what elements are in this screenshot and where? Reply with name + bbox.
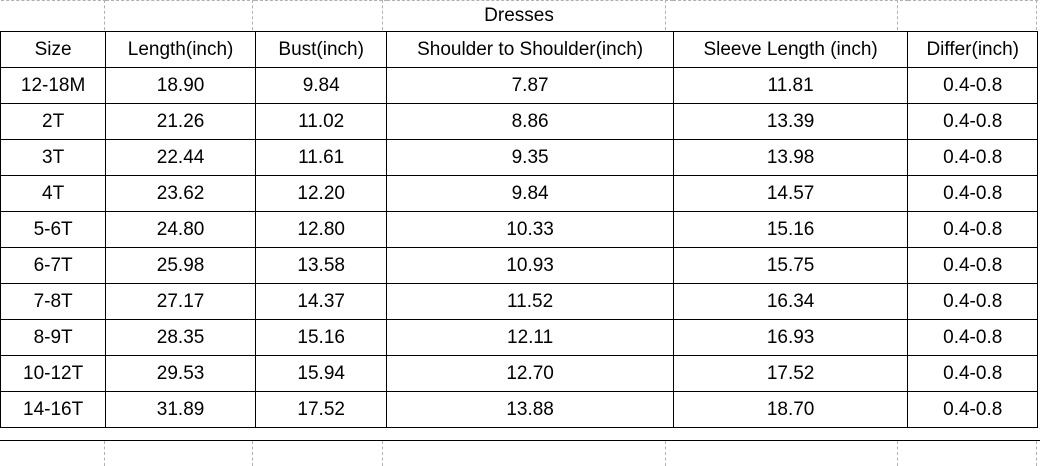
measurement-cell[interactable]: 22.44: [106, 140, 256, 176]
measurement-cell[interactable]: 8.86: [387, 104, 673, 140]
measurement-cell[interactable]: 0.4-0.8: [908, 176, 1038, 212]
table-row: [1, 68, 1038, 104]
measurement-cell[interactable]: 11.52: [387, 284, 673, 320]
measurement-cell[interactable]: 13.58: [255, 248, 387, 284]
column-header[interactable]: Sleeve Length (inch): [673, 32, 908, 68]
measurement-cell[interactable]: 12.80: [255, 212, 387, 248]
column-guide-line: [897, 441, 898, 466]
table-row: [1, 284, 1038, 320]
column-header[interactable]: Bust(inch): [255, 32, 387, 68]
measurement-cell[interactable]: 14.57: [673, 176, 908, 212]
column-guide-line: [104, 441, 105, 466]
measurement-cell[interactable]: 9.35: [387, 140, 673, 176]
column-header[interactable]: Differ(inch): [908, 32, 1038, 68]
measurement-cell[interactable]: 15.16: [673, 212, 908, 248]
measurement-cell[interactable]: 21.26: [106, 104, 256, 140]
size-cell[interactable]: 4T: [1, 176, 106, 212]
measurement-cell[interactable]: 15.94: [255, 356, 387, 392]
measurement-cell[interactable]: 12.11: [387, 320, 673, 356]
measurement-cell[interactable]: 12.20: [255, 176, 387, 212]
measurement-cell[interactable]: 11.02: [255, 104, 387, 140]
measurement-cell[interactable]: 31.89: [106, 392, 256, 428]
measurement-cell[interactable]: 0.4-0.8: [908, 248, 1038, 284]
measurement-cell[interactable]: 0.4-0.8: [908, 320, 1038, 356]
selected-cell[interactable]: 6-7T: [1, 248, 106, 284]
size-cell[interactable]: 14-16T: [1, 392, 106, 428]
table-title-row: [1, 1, 1038, 32]
measurement-cell[interactable]: 0.4-0.8: [908, 356, 1038, 392]
measurement-cell[interactable]: 28.35: [106, 320, 256, 356]
measurement-cell[interactable]: 16.34: [673, 284, 908, 320]
measurement-cell[interactable]: 10.93: [387, 248, 673, 284]
size-cell[interactable]: 12-18M: [1, 68, 106, 104]
measurement-cell[interactable]: 11.81: [673, 68, 908, 104]
column-header[interactable]: Length(inch): [106, 32, 256, 68]
measurement-cell[interactable]: 13.88: [387, 392, 673, 428]
table-header-row: [1, 32, 1038, 68]
measurement-cell[interactable]: 13.39: [673, 104, 908, 140]
table-row: [1, 104, 1038, 140]
table-row: [1, 176, 1038, 212]
measurement-cell[interactable]: 18.70: [673, 392, 908, 428]
size-cell[interactable]: 8-9T: [1, 320, 106, 356]
measurement-cell[interactable]: 16.93: [673, 320, 908, 356]
table-row: [1, 140, 1038, 176]
measurement-cell[interactable]: 9.84: [387, 176, 673, 212]
measurement-cell[interactable]: 0.4-0.8: [908, 68, 1038, 104]
measurement-cell[interactable]: 0.4-0.8: [908, 212, 1038, 248]
measurement-cell[interactable]: 25.98: [106, 248, 256, 284]
document-title: Dresses: [1, 1, 1038, 32]
column-header[interactable]: Size: [1, 32, 106, 68]
bottom-column-guides: [0, 440, 1040, 466]
size-cell[interactable]: 3T: [1, 140, 106, 176]
measurement-cell[interactable]: 0.4-0.8: [908, 140, 1038, 176]
measurement-cell[interactable]: 11.61: [255, 140, 387, 176]
measurement-cell[interactable]: 24.80: [106, 212, 256, 248]
measurement-cell[interactable]: 14.37: [255, 284, 387, 320]
measurement-cell[interactable]: 15.75: [673, 248, 908, 284]
measurement-cell[interactable]: 7.87: [387, 68, 673, 104]
table-row: [1, 212, 1038, 248]
measurement-cell[interactable]: 12.70: [387, 356, 673, 392]
table-row: [1, 248, 1038, 284]
size-cell[interactable]: 10-12T: [1, 356, 106, 392]
column-guide-line: [382, 441, 383, 466]
measurement-cell[interactable]: 0.4-0.8: [908, 104, 1038, 140]
measurement-cell[interactable]: 18.90: [106, 68, 256, 104]
measurement-cell[interactable]: 17.52: [255, 392, 387, 428]
table-row: [1, 320, 1038, 356]
measurement-cell[interactable]: 27.17: [106, 284, 256, 320]
table-row: [1, 356, 1038, 392]
column-guide-line: [665, 441, 666, 466]
column-guide-line: [1036, 441, 1037, 466]
column-guide-line: [252, 441, 253, 466]
measurement-cell[interactable]: 29.53: [106, 356, 256, 392]
measurement-cell[interactable]: 10.33: [387, 212, 673, 248]
measurement-cell[interactable]: 15.16: [255, 320, 387, 356]
size-cell[interactable]: 2T: [1, 104, 106, 140]
measurement-cell[interactable]: 0.4-0.8: [908, 392, 1038, 428]
measurement-cell[interactable]: 13.98: [673, 140, 908, 176]
measurement-cell[interactable]: 9.84: [255, 68, 387, 104]
measurement-cell[interactable]: 17.52: [673, 356, 908, 392]
measurement-cell[interactable]: 0.4-0.8: [908, 284, 1038, 320]
column-header[interactable]: Shoulder to Shoulder(inch): [387, 32, 673, 68]
measurement-cell[interactable]: 23.62: [106, 176, 256, 212]
size-cell[interactable]: 7-8T: [1, 284, 106, 320]
size-cell[interactable]: 5-6T: [1, 212, 106, 248]
table-row: [1, 392, 1038, 428]
